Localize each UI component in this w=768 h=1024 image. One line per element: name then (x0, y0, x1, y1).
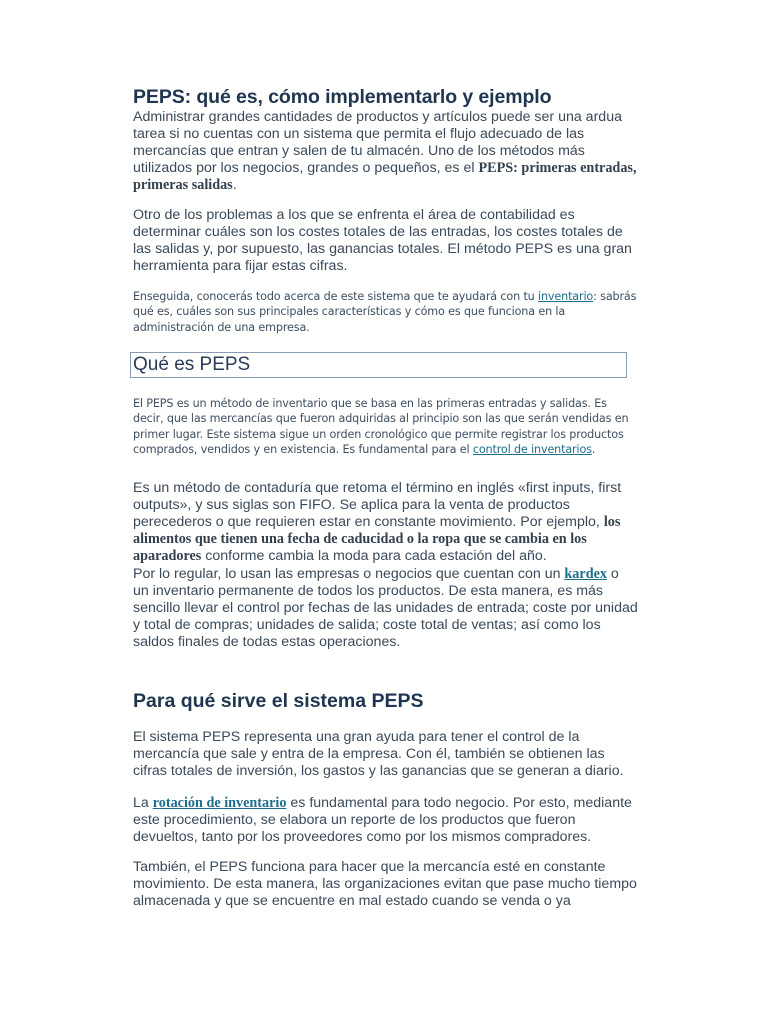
section-heading-para-que-sirve: Para qué sirve el sistema PEPS (133, 690, 424, 712)
fifo-paragraph: Es un método de contaduría que retoma el término en inglés «first inputs, first outputs», y sus siglas son FIFO. Se aplica para la venta de productos perecederos o que requieren estar en constante movimiento. Por ejemplo, los alimentos que tienen una fecha de caducidad o la ropa que se cambia en los aparadores conforme cambia la moda para cada estación del año. (133, 480, 622, 564)
inventario-link[interactable]: inventario (538, 290, 594, 303)
kardex-link[interactable]: kardex (564, 566, 607, 582)
intro-paragraph: Administrar grandes cantidades de productos y artículos puede ser una ardua tarea si no cuentas con un sistema que permita el flujo adecuado de las mercancías que entran y salen de tu almacén. Uno de los métodos más utilizados por los negocios, grandes o pequeños, es el PEPS: primeras entradas, primeras salidas. (133, 109, 637, 193)
movement-paragraph: También, el PEPS funciona para hacer que la mercancía esté en constante movimiento. De esta manera, las organizaciones evitan que pase mucho tiempo almacenada y que se encuentre en mal estado cuando se venda o ya (133, 859, 637, 909)
definition-paragraph: El PEPS es un método de inventario que se basa en las primeras entradas y salidas. Es decir, que las mercancías que fueron adquiridas al principio son las que serán vendidas en primer lugar. Este sistema sigue un orden cronológico que permite registrar los productos comprados, vendidos y en existencia. Es fundamental para el control de inventarios. (133, 397, 629, 456)
rotation-paragraph: La rotación de inventario es fundamental para todo negocio. Por esto, mediante este procedimiento, se elabora un reporte de los productos que fueron devueltos, tanto por los proveedores como por los mismos compradores. (133, 795, 632, 845)
benefits-paragraph: El sistema PEPS representa una gran ayuda para tener el control de la mercancía que sale y entra de la empresa. Con él, también se obtienen las cifras totales de inversión, los gastos y las ganancias que se generan a diario. (133, 729, 624, 779)
control-inventarios-link[interactable]: control de inventarios (472, 442, 592, 456)
peps-definition-bold: PEPS: primeras entradas, primeras salidas (133, 160, 637, 193)
accounting-paragraph: Otro de los problemas a los que se enfrenta el área de contabilidad es determinar cuáles son los costes totales de las entradas, los costes totales de las salidas y, por supuesto, las ganancias totales. El método PEPS es una gran herramienta para fijar estas cifras. (133, 207, 632, 274)
example-bold: los alimentos que tienen una fecha de caducidad o la ropa que se cambia en los aparadores (133, 514, 621, 564)
kardex-paragraph: Por lo regular, lo usan las empresas o negocios que cuentan con un kardex o un inventario permanente de todos los productos. De esta manera, es más sencillo llevar el control por fechas de las unidades de entrada; coste por unidad y total de compras; unidades de salida; coste total de ventas; así como los saldos finales de todas estas operaciones. (133, 566, 638, 650)
page-title: PEPS: qué es, cómo implementarlo y ejemplo (133, 86, 552, 108)
rotacion-inventario-link[interactable]: rotación de inventario (152, 795, 287, 811)
overview-paragraph: Enseguida, conocerás todo acerca de este sistema que te ayudará con tu inventario: sabrás qué es, cuáles son sus principales características y cómo es que funciona en la administración de una empresa. (133, 290, 637, 334)
section-heading-que-es-peps: Qué es PEPS (130, 352, 627, 378)
